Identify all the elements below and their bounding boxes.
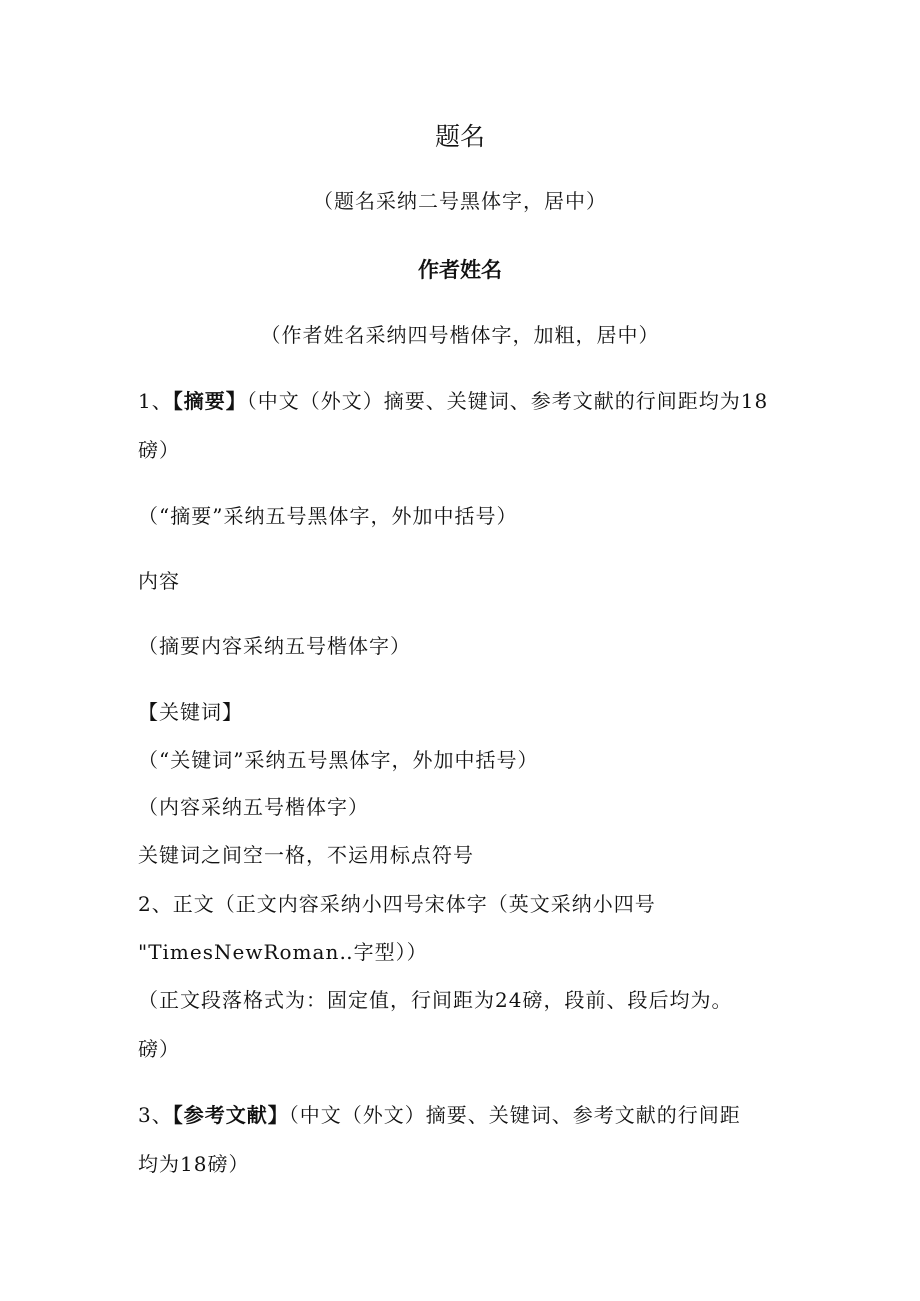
abstract-format-note: （“摘要”采纳五号黑体字，外加中括号）: [138, 504, 518, 528]
abstract-heading-rest: （中文（外文）摘要、关键词、参考文献的行间距均为18: [246, 389, 769, 413]
references-heading: [138, 1103, 741, 1127]
paragraph-format-line-2: 磅）: [138, 1037, 180, 1061]
abstract-heading: [138, 389, 768, 413]
author-name: 作者姓名: [418, 258, 502, 282]
title-format-note: （题名采纳二号黑体字，居中）: [313, 189, 607, 213]
body-format-line-1: 2、正文（正文内容采纳小四号宋体字（英文采纳小四号: [138, 892, 656, 916]
keywords-rule: 关键词之间空一格，不运用标点符号: [138, 843, 474, 867]
references-heading-continuation: 均为18磅）: [138, 1152, 250, 1176]
paragraph-format-line-1: （正文段落格式为：固定值，行间距为24磅，段前、段后均为。: [138, 988, 733, 1012]
references-heading-rest: （中文（外文）摘要、关键词、参考文献的行间距: [288, 1103, 741, 1127]
references-heading-label: 【参考文献】: [172, 1103, 289, 1127]
abstract-content-note: （摘要内容采纳五号楷体字）: [138, 634, 411, 658]
abstract-heading-prefix: 1、: [138, 389, 173, 413]
references-heading-prefix: 3、: [138, 1103, 173, 1127]
body-format-line-2: "TimesNewRoman‥字型））: [138, 940, 428, 964]
keywords-content-note: （内容采纳五号楷体字）: [138, 795, 369, 819]
keywords-format-note: （“关键词”采纳五号黑体字，外加中括号）: [138, 748, 539, 772]
keywords-label: 【关键词】: [138, 700, 243, 724]
abstract-heading-continuation: 磅）: [138, 438, 180, 462]
abstract-heading-label: 【摘要】: [172, 389, 247, 413]
abstract-content-label: 内容: [138, 569, 180, 593]
author-format-note: （作者姓名采纳四号楷体字，加粗，居中）: [260, 323, 660, 347]
page-title: 题名: [434, 122, 485, 151]
